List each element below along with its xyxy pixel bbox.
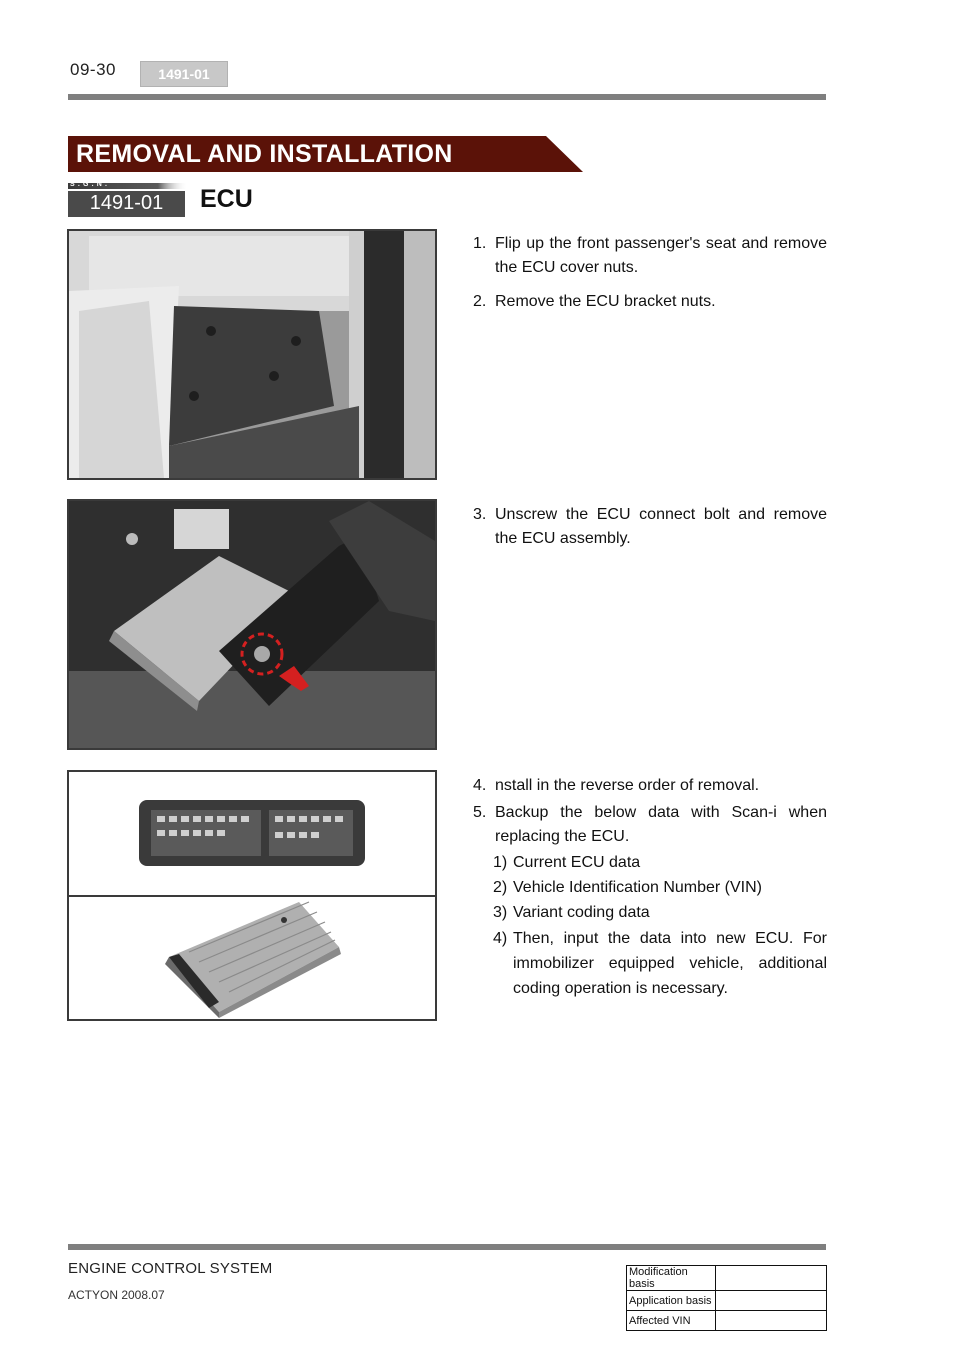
substep-text: Variant coding data <box>513 904 650 921</box>
step-3 <box>473 503 827 551</box>
substep-number: 1) <box>493 854 508 871</box>
step-4 <box>473 774 827 798</box>
step-text: nstall in the reverse order of removal. <box>495 777 760 794</box>
footer-rule <box>68 1244 826 1250</box>
substep-text: Current ECU data <box>513 854 641 871</box>
section-title: REMOVAL AND INSTALLATION <box>76 140 453 168</box>
step-number: 2. <box>473 293 487 310</box>
footer-model-date: ACTYON 2008.07 <box>68 1288 165 1302</box>
figure-ecu-assembly-photo <box>67 499 437 750</box>
section-code-badge: 1491-01 <box>140 61 228 87</box>
substep-2 <box>493 876 827 900</box>
step-number: 3. <box>473 506 487 523</box>
revision-value <box>716 1311 827 1331</box>
substep-number: 3) <box>493 904 508 921</box>
step-number: 4. <box>473 777 487 794</box>
step-number: 1. <box>473 235 487 252</box>
step-1 <box>473 232 827 280</box>
page-number: 09-30 <box>70 60 116 79</box>
substep-4 <box>493 926 827 1001</box>
step-2 <box>473 290 827 314</box>
revision-table <box>626 1265 827 1331</box>
revision-value <box>716 1266 827 1291</box>
sgn-label: S.G.N. <box>70 181 111 188</box>
revision-label: Modification basis <box>627 1266 716 1291</box>
substep-text: Vehicle Identification Number (VIN) <box>513 879 762 896</box>
footer-title: ENGINE CONTROL SYSTEM <box>68 1260 273 1277</box>
figure-ecu-cover-photo <box>67 229 437 480</box>
step-text: Remove the ECU bracket nuts. <box>495 293 716 310</box>
substep-3 <box>493 901 827 925</box>
header-rule <box>68 94 826 100</box>
step-text: Unscrew the ECU connect bolt and remove the ECU assembly. <box>495 506 827 547</box>
ecu-assembly-illustration <box>69 501 435 748</box>
revision-label: Application basis <box>627 1291 716 1311</box>
revision-row <box>627 1311 827 1331</box>
ecu-cover-illustration <box>69 231 435 478</box>
substep-number: 4) <box>493 930 508 947</box>
substep-text: Then, input the data into new ECU. For immobilizer equipped vehicle, additional coding operation is necessary. <box>513 930 827 997</box>
revision-label: Affected VIN <box>627 1311 716 1331</box>
substep-1 <box>493 851 827 875</box>
sgn-code: 1491-01 <box>89 192 164 214</box>
step-text: Backup the below data with Scan-i when replacing the ECU. <box>495 804 827 845</box>
revision-value <box>716 1291 827 1311</box>
substep-number: 2) <box>493 879 508 896</box>
revision-row <box>627 1266 827 1291</box>
figure-divider <box>69 895 435 897</box>
revision-row <box>627 1291 827 1311</box>
step-number: 5. <box>473 804 487 821</box>
step-5 <box>473 801 827 849</box>
component-heading: ECU <box>200 185 253 213</box>
step-text: Flip up the front passenger's seat and remove the ECU cover nuts. <box>495 235 827 276</box>
